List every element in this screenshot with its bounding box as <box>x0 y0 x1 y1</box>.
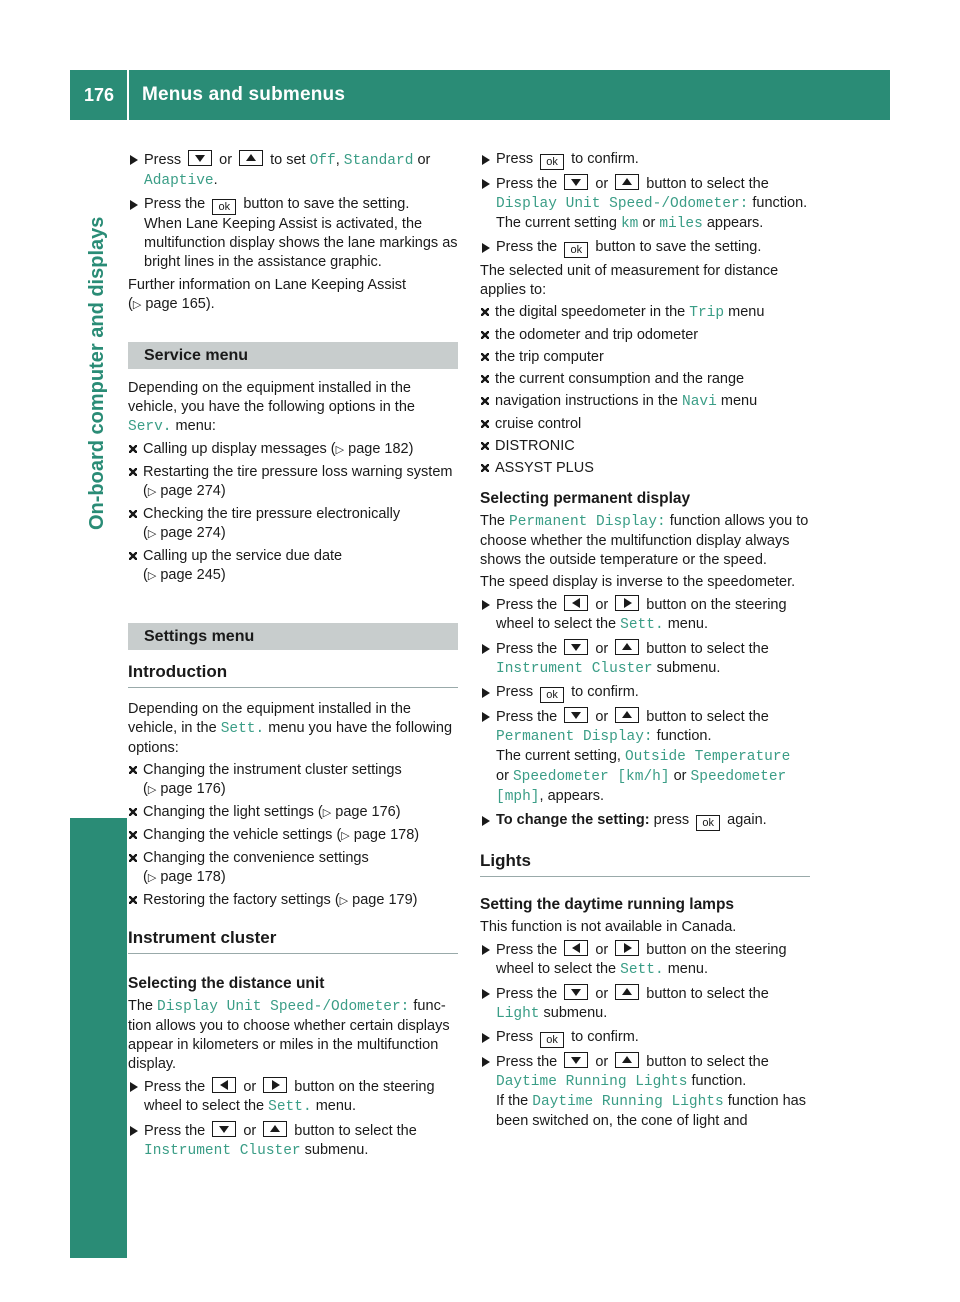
step: Press the or button to select the Display Unit Speed-/Odometer: function. The current setting km or miles appears. <box>480 174 810 234</box>
list-item: Changing the light settings (▷ page 176) <box>128 803 458 823</box>
lights-heading: Lights <box>480 851 810 877</box>
list-item: the digital speedometer in the Trip menu <box>480 303 810 323</box>
paragraph: This function is not available in Canada. <box>480 919 737 935</box>
left-arrow-key-icon <box>564 940 588 956</box>
step: To change the setting: press ok again. <box>480 811 810 831</box>
step-result: When Lane Keeping Assist is activated, the multifunction display shows the lane markings as bright lines in the assistance graphic. <box>144 216 458 270</box>
down-arrow-key-icon <box>212 1121 236 1137</box>
list-item: Restoring the factory settings (▷ page 179) <box>128 891 458 911</box>
ok-key-icon: ok <box>564 242 588 258</box>
ok-key-icon: ok <box>212 199 236 215</box>
down-arrow-key-icon <box>564 174 588 190</box>
step: Press ok to confirm. <box>480 683 810 703</box>
list-item: navigation instructions in the Navi menu <box>480 392 810 412</box>
list-item: the trip computer <box>480 348 810 367</box>
right-column <box>480 150 810 1135</box>
page-header <box>70 70 890 120</box>
step: Press ok to confirm. <box>480 150 810 170</box>
distance-unit-heading: Selecting the distance unit <box>128 975 325 992</box>
instrument-cluster-heading: Instrument cluster <box>128 928 458 954</box>
up-arrow-key-icon <box>615 1052 639 1068</box>
up-arrow-key-icon <box>615 707 639 723</box>
list-item: ASSYST PLUS <box>480 459 810 478</box>
step: Press the or button to select the Instrument Cluster submenu. <box>128 1121 458 1161</box>
page-number: 176 <box>84 85 115 105</box>
right-arrow-key-icon <box>615 940 639 956</box>
right-arrow-key-icon <box>263 1077 287 1093</box>
list-item: Changing the convenience settings (▷ page 178) <box>128 849 458 888</box>
up-arrow-key-icon <box>239 150 263 166</box>
permanent-display-heading: Selecting permanent display <box>480 490 691 507</box>
list-item: Changing the instrument cluster settings (▷ page 176) <box>128 761 458 800</box>
paragraph: The Permanent Display: function allows you to choose whether the multifunction display always shows the outside temperature or the speed. <box>480 513 809 568</box>
step: Press the ok button to save the setting. When Lane Keeping Assist is activated, the multifunction display shows the lane markings as bright lines in the assistance graphic. <box>128 195 458 272</box>
step: Press ok to confirm. <box>480 1028 810 1048</box>
up-arrow-key-icon <box>263 1121 287 1137</box>
list-item: the odometer and trip odometer <box>480 326 810 345</box>
ok-key-icon: ok <box>540 687 564 703</box>
settings-menu-heading: Settings menu <box>128 623 458 650</box>
chapter-title: On-board computer and displays <box>86 216 108 530</box>
paragraph: Depending on the equipment installed in the vehicle, you have the following options in the Serv. menu: <box>128 380 415 435</box>
ok-key-icon: ok <box>696 815 720 831</box>
chapter-tab <box>86 216 110 554</box>
step: Press the or button to select the Light submenu. <box>480 984 810 1024</box>
paragraph: The speed display is inverse to the speedometer. <box>480 574 796 590</box>
list-item: Checking the tire pressure electronically (▷ page 274) <box>128 505 458 544</box>
list-item: cruise control <box>480 415 810 434</box>
ok-key-icon: ok <box>540 154 564 170</box>
step: Press the or button to select the Daytime Running Lights function. If the Daytime Running Lights function has been switched on, the cone of light and <box>480 1052 810 1131</box>
list-item: Calling up display messages (▷ page 182) <box>128 440 458 460</box>
list-item: DISTRONIC <box>480 437 810 456</box>
right-arrow-key-icon <box>615 595 639 611</box>
list-item: Calling up the service due date (▷ page 245) <box>128 547 458 586</box>
paragraph: Further information on Lane Keeping Assist (▷ page 165). <box>128 277 407 312</box>
down-arrow-key-icon <box>564 707 588 723</box>
header-divider <box>127 70 129 120</box>
list-item: the current consumption and the range <box>480 370 810 389</box>
step: Press the or button to select the Instrument Cluster submenu. <box>480 639 810 679</box>
chapter-color-block <box>70 818 127 1258</box>
introduction-heading: Introduction <box>128 662 458 688</box>
chapter-sidebar <box>70 120 127 1120</box>
paragraph: Depending on the equipment installed in the vehicle, in the Sett. menu you have the following options: <box>128 701 453 756</box>
section-title: Menus and submenus <box>142 84 346 105</box>
list-item: Restarting the tire pressure loss warning system (▷ page 274) <box>128 463 458 502</box>
ok-key-icon: ok <box>540 1032 564 1048</box>
left-arrow-key-icon <box>564 595 588 611</box>
daytime-lamps-heading: Setting the daytime running lamps <box>480 896 735 913</box>
down-arrow-key-icon <box>564 1052 588 1068</box>
down-arrow-key-icon <box>564 639 588 655</box>
left-column <box>128 150 458 1165</box>
up-arrow-key-icon <box>615 174 639 190</box>
list-item: Changing the vehicle settings (▷ page 178) <box>128 826 458 846</box>
step: Press the or button on the steering wheel to select the Sett. menu. <box>480 940 810 980</box>
down-arrow-key-icon <box>188 150 212 166</box>
up-arrow-key-icon <box>615 639 639 655</box>
up-arrow-key-icon <box>615 984 639 1000</box>
service-menu-heading: Service menu <box>128 342 458 369</box>
step: Press the ok button to save the setting. <box>480 238 810 258</box>
down-arrow-key-icon <box>564 984 588 1000</box>
step: Press the or button on the steering wheel to select the Sett. menu. <box>128 1077 458 1117</box>
left-arrow-key-icon <box>212 1077 236 1093</box>
step: Press the or button on the steering wheel to select the Sett. menu. <box>480 595 810 635</box>
paragraph: The selected unit of measurement for distance applies to: <box>480 263 779 298</box>
page-ref-triangle-icon: ▷ <box>132 299 142 311</box>
step: Press or to set Off, Standard or Adaptive. <box>128 150 458 191</box>
paragraph: The Display Unit Speed-/Odometer: function allows you to choose whether certain displays appear in kilometers or miles in the multifunction display. <box>128 998 450 1072</box>
step: Press the or button to select the Permanent Display: function. The current setting, Outside Temperature or Speedometer [km/h] or Speedometer [mph], appears. <box>480 707 810 807</box>
